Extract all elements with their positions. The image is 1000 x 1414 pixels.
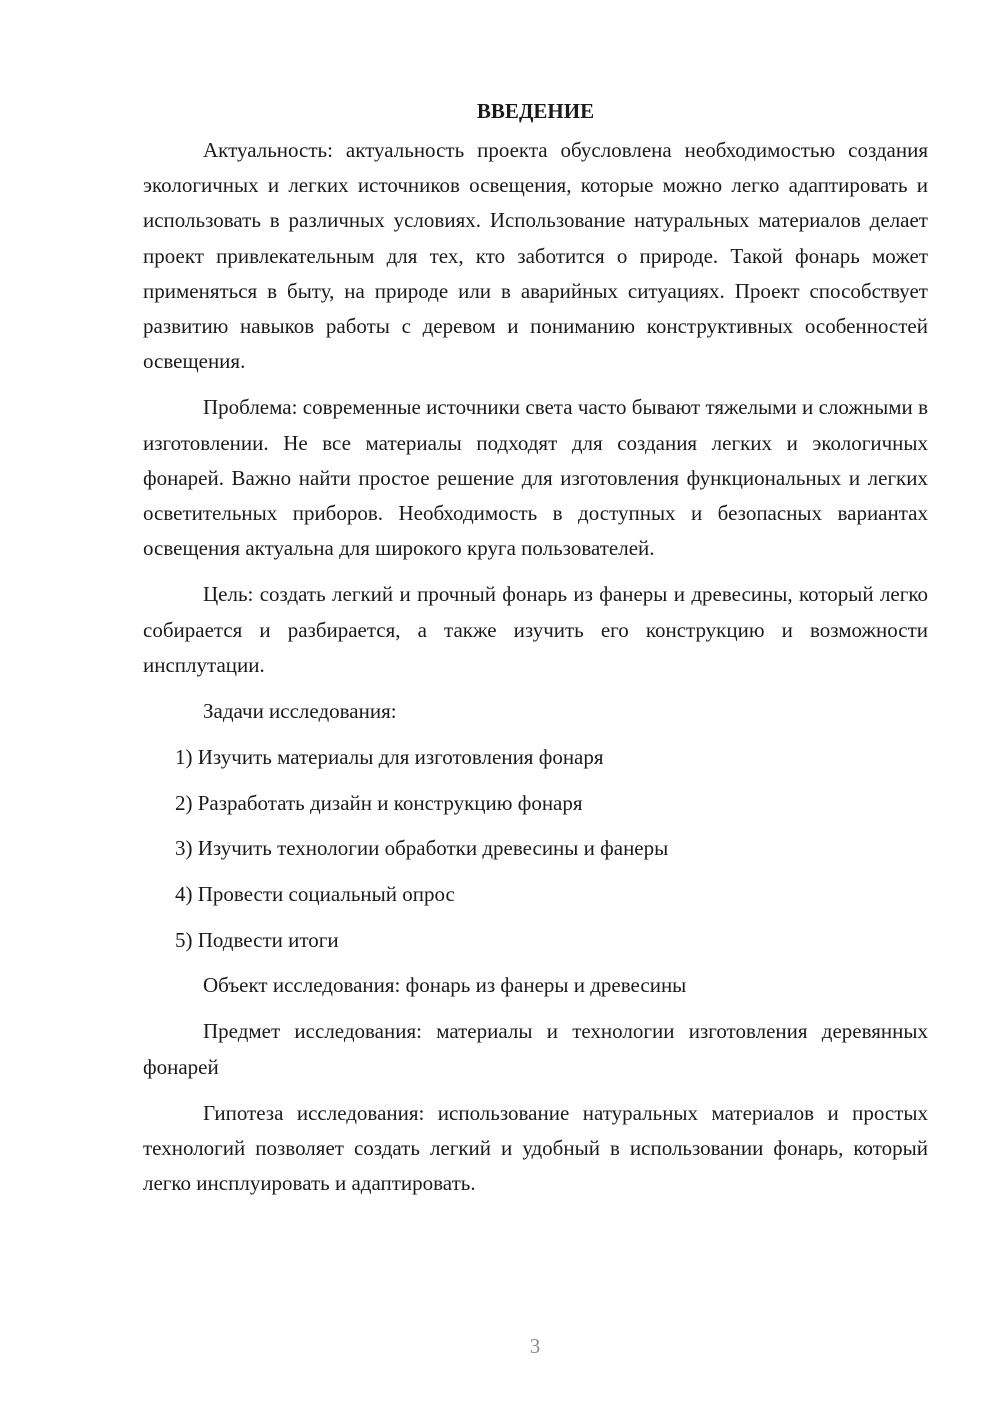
task-item: 1) Изучить материалы для изготовления фонаря	[175, 745, 604, 770]
relevance-paragraph: Актуальность: актуальность проекта обусловлена необходимостью создания экологичных и легких источников освещения, которые можно легко адаптировать и использовать в различных условиях. Использование натуральных материалов делает проект привлекательным для тех, кто заботится о природе. Такой фонарь может применяться в быту, на природе или в аварийных ситуациях. Проект способствует развитию навыков работы с деревом и пониманию конструктивных особенностей освещения.	[143, 138, 928, 374]
goal-paragraph: Цель: создать легкий и прочный фонарь из фанеры и древесины, который легко собирается и разбирается, а также изучить его конструкцию и возможности инсплутации.	[143, 582, 928, 677]
section-title: ВВЕДЕНИЕ	[476, 99, 595, 123]
problem-paragraph: Проблема: современные источники света часто бывают тяжелыми и сложными в изготовлении. Не все материалы подходят для создания легких и экологичных фонарей. Важно найти простое решение для изготовления функциональных и легких осветительных приборов. Необходимость в доступных и безопасных вариантах освещения актуальна для широкого круга пользователей.	[143, 395, 928, 561]
page-number: 3	[529, 1334, 541, 1358]
task-item: 2) Разработать дизайн и конструкцию фонаря	[175, 790, 583, 815]
task-list	[143, 740, 928, 957]
document-page	[143, 94, 928, 1212]
task-item: 3) Изучить технологии обработки древесины и фанеры	[175, 836, 669, 861]
task-item: 4) Провести социальный опрос	[175, 882, 455, 907]
tasks-heading: Задачи исследования:	[203, 699, 397, 724]
object-paragraph: Объект исследования: фонарь из фанеры и древесины	[203, 973, 687, 998]
hypothesis-paragraph: Гипотеза исследования: использование натуральных материалов и простых технологий позволяет создать легкий и удобный в использовании фонарь, который легко инсплуировать и адаптировать.	[143, 1100, 928, 1196]
subject-paragraph: Предмет исследования: материалы и технологии изготовления деревянных фонарей	[143, 1019, 928, 1079]
task-item: 5) Подвести итоги	[175, 927, 339, 952]
